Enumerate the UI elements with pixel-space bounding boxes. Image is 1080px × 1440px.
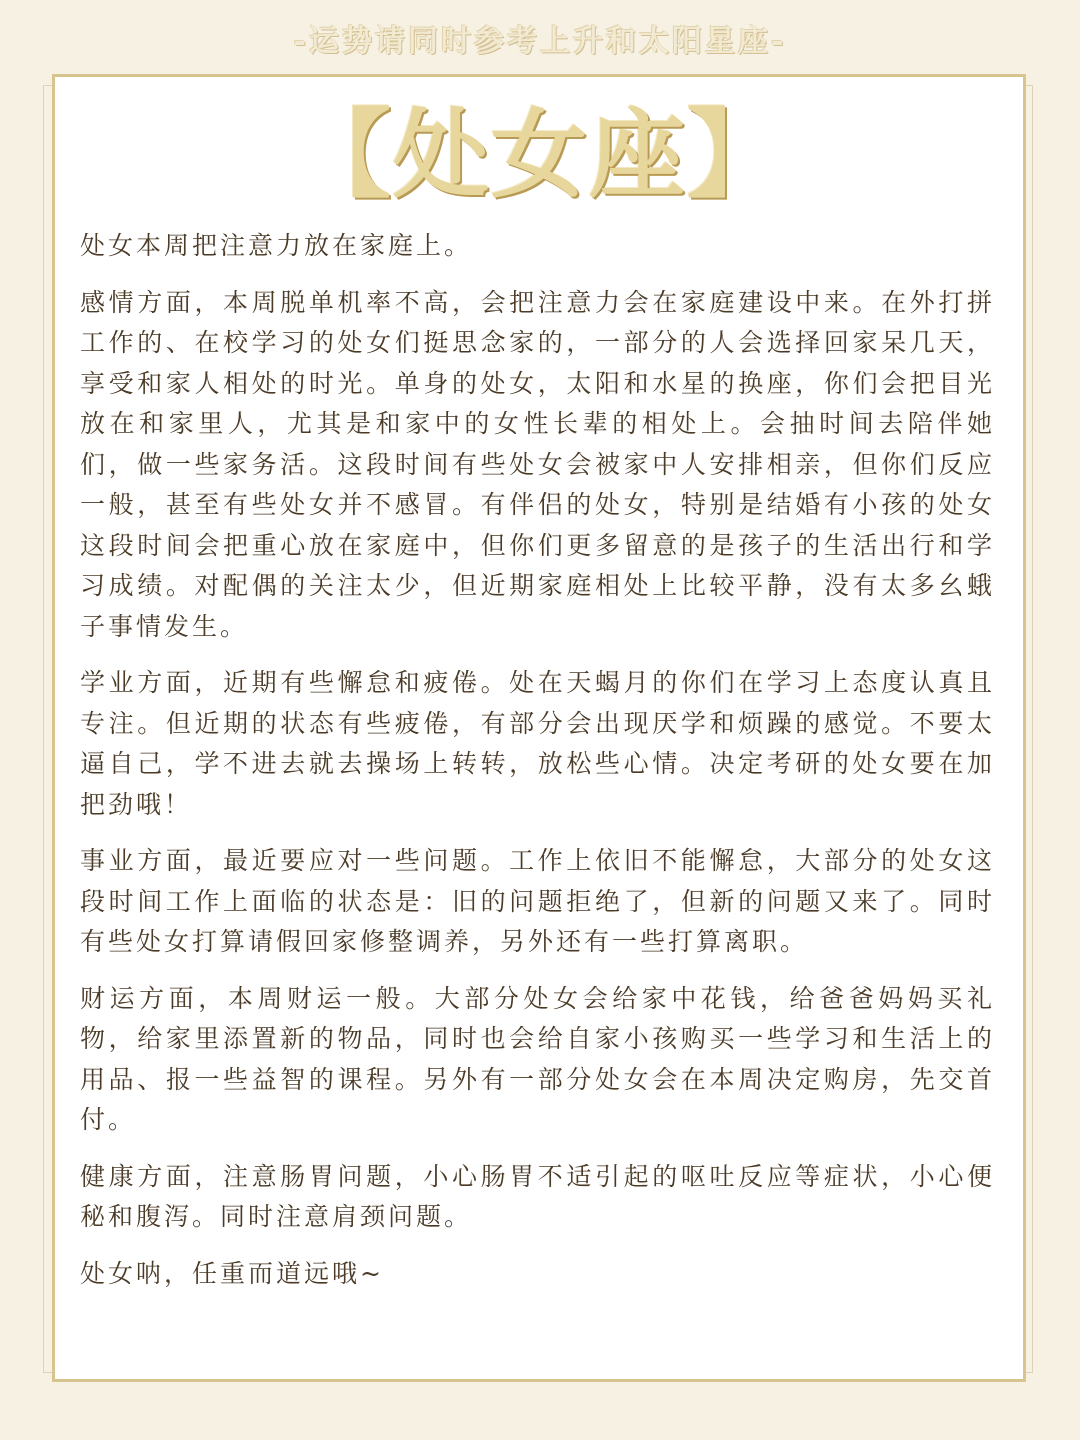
paragraph-intro: 处女本周把注意力放在家庭上。 (80, 231, 473, 260)
header-banner: -运势请同时参考上升和太阳星座- (293, 24, 787, 59)
paragraph-love: 感情方面，本周脱单机率不高，会把注意力会在家庭建设中来。在外打拼工作的、在校学习的处女们挺思念家的，一部分的人会选择回家呆几天，享受和家人相处的时光。单身的处女，太阳和水星的换座，你们会把目光放在和家里人，尤其是和家中的女性长辈的相处上。会抽时间去陪伴她们，做一些家务活。这段时间有些处女会被家中人安排相亲，但你们反应一般，甚至有些处女并不感冒。有伴侣的处女，特别是结婚有小孩的处女这段时间会把重心放在家庭中，但你们更多留意的是孩子的生活出行和学习成绩。对配偶的关注太少，但近期家庭相处上比较平静，没有太多幺蛾子事情发生。 (80, 287, 995, 641)
article-body (80, 226, 995, 1310)
paragraph-study: 学业方面，近期有些懈怠和疲倦。处在天蝎月的你们在学习上态度认真且专注。但近期的状态有些疲倦，有部分会出现厌学和烦躁的感觉。不要太逼自己，学不进去就去操场上转转，放松些心情。决定考研的处女要在加把劲哦！ (80, 668, 995, 819)
paragraph-career: 事业方面，最近要应对一些问题。工作上依旧不能懈怠，大部分的处女这段时间工作上面临的状态是：旧的问题拒绝了，但新的问题又来了。同时有些处女打算请假回家修整调养，另外还有一些打算离职。 (80, 846, 995, 956)
paragraph-finance: 财运方面，本周财运一般。大部分处女会给家中花钱，给爸爸妈妈买礼物，给家里添置新的物品，同时也会给自家小孩购买一些学习和生活上的用品、报一些益智的课程。另外有一部分处女会在本周决定购房，先交首付。 (80, 983, 995, 1134)
page-title: 【处女座】 (295, 99, 785, 211)
paragraph-health: 健康方面，注意肠胃问题，小心肠胃不适引起的呕吐反应等症状，小心便秘和腹泻。同时注意肩颈问题。 (80, 1161, 995, 1231)
paragraph-closing: 处女呐，任重而道远哦~ (80, 1258, 384, 1288)
